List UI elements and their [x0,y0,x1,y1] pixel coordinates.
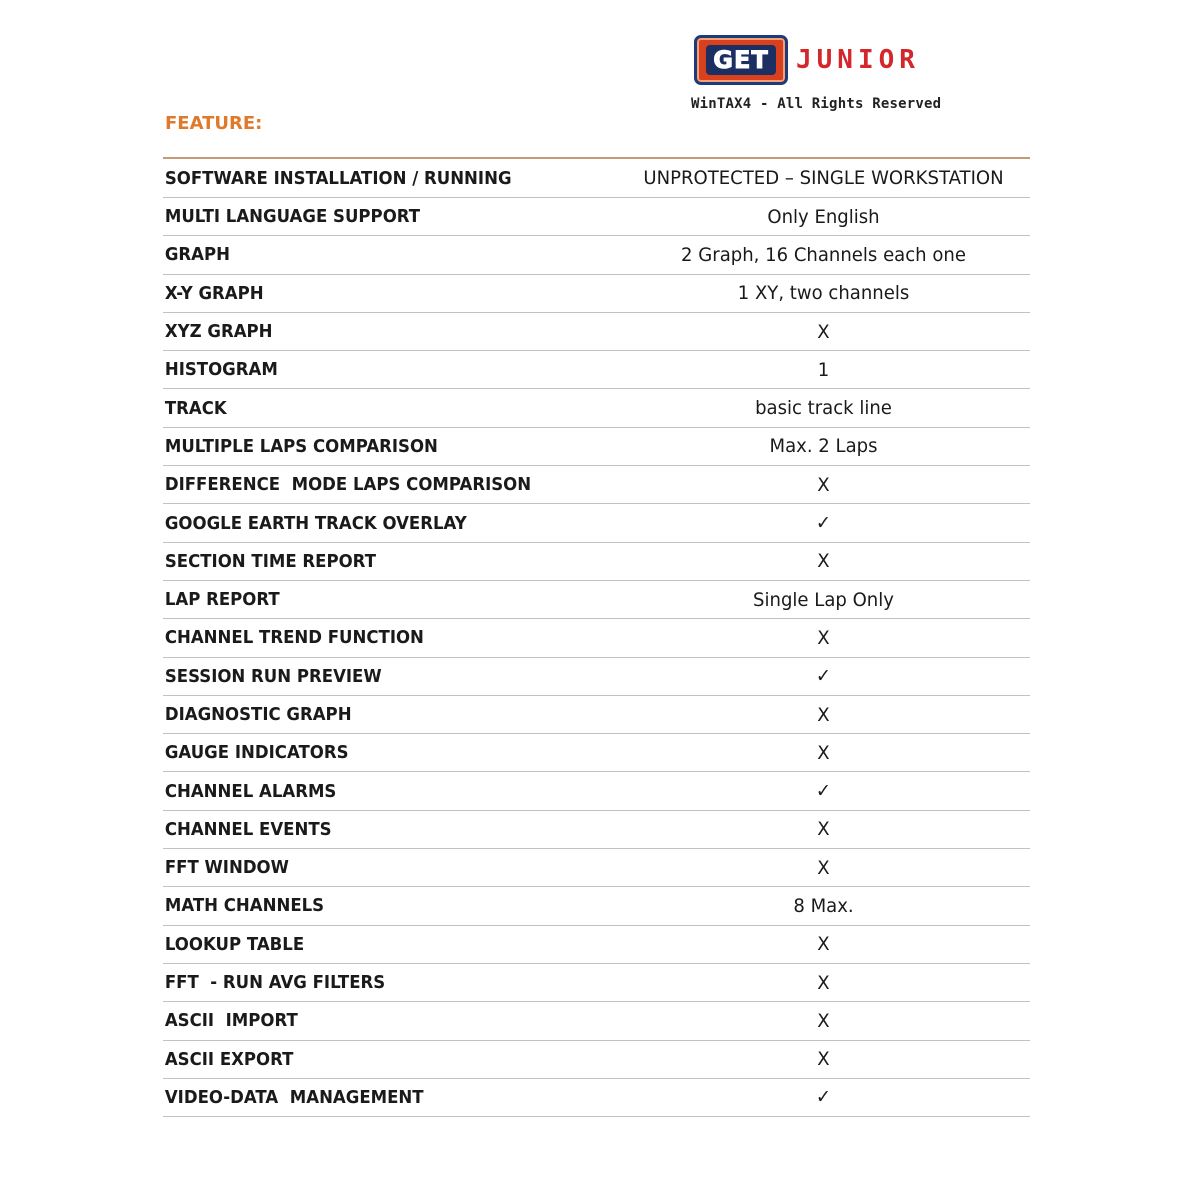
feature-value: X [817,1048,830,1071]
table-row [163,734,1030,772]
table-row [163,275,1030,313]
feature-value: X [817,856,830,879]
feature-name: MULTIPLE LAPS COMPARISON [164,435,438,457]
table-row [163,926,1030,964]
feature-value: X [817,550,830,573]
feature-value: Only English [767,205,880,228]
table-row [163,1002,1030,1040]
feature-name: HISTOGRAM [164,359,278,381]
feature-value: X [817,741,830,764]
feature-name: CHANNEL TREND FUNCTION [164,627,424,649]
feature-value: 8 Max. [793,894,854,917]
table-row [163,466,1030,504]
feature-name: SECTION TIME REPORT [164,550,376,572]
table-row [163,581,1030,619]
feature-value: 1 [817,358,830,381]
table-row [163,428,1030,466]
feature-value: ✓ [815,512,832,535]
feature-name: MULTI LANGUAGE SUPPORT [164,206,421,228]
table-row [163,389,1030,427]
table-row [163,887,1030,925]
table-row [163,964,1030,1002]
feature-name: TRACK [164,397,227,419]
get-logo-text: GET [713,46,769,74]
table-row [163,504,1030,542]
table-row [163,1079,1030,1117]
get-junior-logo [694,33,920,87]
get-logo-badge [694,35,788,85]
table-row [163,1041,1030,1079]
feature-name: ASCII EXPORT [164,1048,294,1070]
feature-name: SOFTWARE INSTALLATION / RUNNING [164,167,512,189]
feature-value: X [817,971,830,994]
feature-name: GAUGE INDICATORS [164,742,349,764]
feature-name: GOOGLE EARTH TRACK OVERLAY [164,512,467,534]
table-row [163,696,1030,734]
feature-name: FFT - RUN AVG FILTERS [164,972,386,994]
feature-name: CHANNEL EVENTS [164,818,332,840]
table-row [163,849,1030,887]
table-row [163,236,1030,274]
feature-value: 2 Graph, 16 Channels each one [681,243,966,266]
feature-value: X [817,1009,830,1032]
feature-heading: FEATURE: [165,113,263,134]
feature-name: GRAPH [164,244,231,266]
feature-name: DIAGNOSTIC GRAPH [164,704,352,725]
feature-name: FFT WINDOW [164,857,289,879]
feature-name: LOOKUP TABLE [164,933,305,955]
feature-value: X [817,626,830,649]
feature-name: DIFFERENCE MODE LAPS COMPARISON [164,474,532,496]
feature-name: LAP REPORT [164,589,280,611]
feature-value: X [817,933,830,956]
table-row [163,811,1030,849]
feature-value: UNPROTECTED – SINGLE WORKSTATION [643,167,1004,189]
feature-value: 1 XY, two channels [737,282,910,305]
junior-logo-text: JUNIOR [796,45,920,75]
feature-value: X [817,473,830,496]
feature-name: X-Y GRAPH [164,282,264,304]
rights-notice: WinTAX4 - All Rights Reserved [691,96,942,112]
feature-name: CHANNEL ALARMS [164,780,337,802]
feature-name: SESSION RUN PREVIEW [164,665,382,687]
feature-value: ✓ [815,665,832,688]
feature-name: ASCII IMPORT [164,1010,298,1032]
feature-value: Max. 2 Laps [769,435,878,458]
table-row [163,658,1030,696]
feature-name: XYZ GRAPH [164,321,273,343]
feature-table [163,157,1030,1117]
table-row [163,543,1030,581]
feature-value: ✓ [815,1086,832,1109]
feature-value: basic track line [755,397,892,420]
table-row [163,159,1030,198]
table-row [163,313,1030,351]
feature-value: ✓ [815,780,832,803]
feature-value: X [817,320,830,343]
feature-value: Single Lap Only [753,588,894,611]
table-row [163,619,1030,657]
table-row [163,351,1030,389]
feature-name: MATH CHANNELS [164,895,325,917]
table-row [163,772,1030,810]
feature-value: X [817,818,830,841]
table-row [163,198,1030,236]
feature-value: X [817,703,830,726]
feature-name: VIDEO-DATA MANAGEMENT [164,1086,424,1108]
